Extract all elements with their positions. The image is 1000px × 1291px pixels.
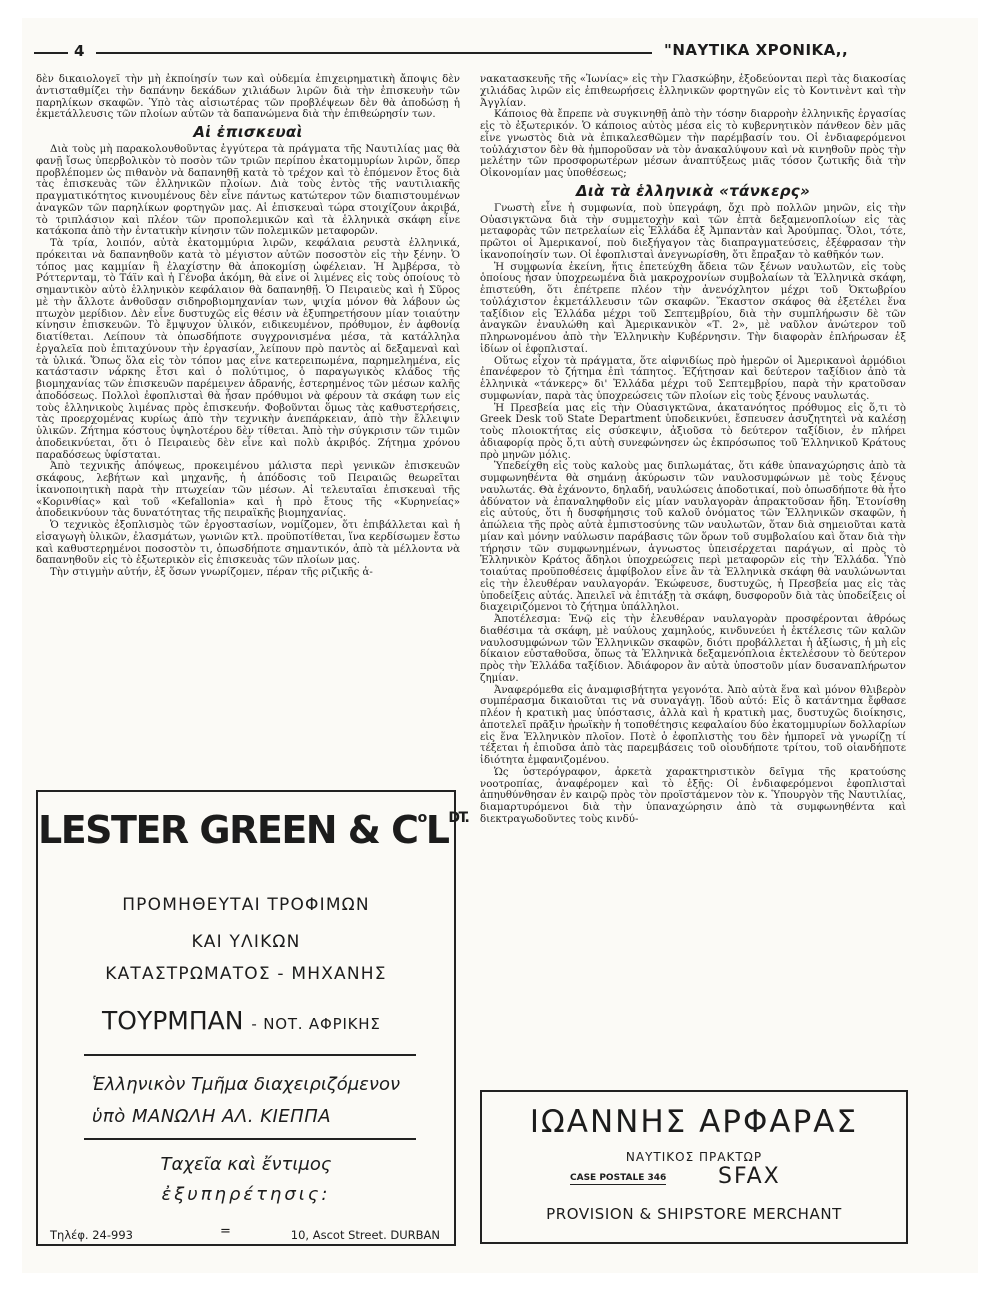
ad-location [102,1006,381,1035]
article-column-left [36,74,460,579]
ad-city: SFAX [718,1164,781,1189]
ad-line: ΚΑΙ ΥΛΙΚΩΝ [191,932,301,952]
article-paragraph: Ἀποτέλεσμα: Ἐνῷ εἰς τὴν ἐλευθέραν ναυλαγορὰν προσφέρονται ἀθρόως διαθέσιμα τὰ σκάφη, μὲ ναύλους χαμηλούς, κινδυνεύει ἡ ἐκτέλεσις τῶν καλῶν ναυλοσυμφώνων τῶν Ἑλληνικῶν σκαφῶν, διότι προβάλλεται ἡ ἀξίωσις, ἡ μὴ εἰς δίκαιον εὐσταθοῦσα, ὅπως τὰ Ἑλληνικὰ δεξαμενόπλοια ἐκτελέσουν τὸ δεύτερον πρὸς τὴν Ἑλλάδα ταξίδιον. Ἀδιάφορον ἂν αὐτὰ ὑποστοῦν μίαν δυσαναπλήρωτον ζημίαν. [480,614,906,684]
advertisement-lester-green [36,790,469,1246]
ad-brand-name: LESTER GREEN & C [38,808,418,852]
section-heading: Αἱ ἐπισκευαὶ [193,123,303,141]
ad-greek-line: Ταχεῖα καὶ ἔντιμος [160,1154,332,1175]
article-paragraph: δὲν δικαιολογεῖ τὴν μὴ ἐκποίησίν των καὶ οὐδεμία ἐπιχειρηματικὴ ἄποψις δὲν ἀντισταθμίζει τὴν δαπάνην δεκάδων χιλιάδων λιρῶν διὰ τὴν ἐπισκευὴν τῶν παρηλίκων σκαφῶν. Ὑπὸ τὰς αἰσιωτέρας τῶν προβλέψεων δὲν θὰ ἀποδώσῃ ἡ ἐκμετάλλευσις τῶν πλοίων αὐτῶν τὰ δαπανώμενα διὰ τὴν ἐπιθεώρησίν των. [36,74,460,121]
article-paragraph: Κάποιος θὰ ἔπρεπε νὰ συγκινηθῇ ἀπὸ τὴν τόσην διαρροὴν ἑλληνικῆς ἐργασίας εἰς τὸ ἐξωτερικόν. Ὁ κάποιος αὐτὸς μέσα εἰς τὸ κυβερνητικὸν πάνθεον δὲν μᾶς εἶνε γνωστὸς διὰ νὰ ἐπικαλεσθῶμεν τὴν παρέμβασίν του. Οἱ ἐνδιαφερόμενοι τοὐλάχιστον δὲν θὰ ἠμποροῦσαν νὰ τὸν ἀνακαλύψουν καὶ νὰ κινηθοῦν πρὸς τὴν μελέτην τῶν προσφορωτέρων μέσων ἀναπτύξεως μιᾶς τόσον ζωτικῆς διὰ τὴν Οἰκονομίαν μας ὑποθέσεως; [480,109,906,179]
section-heading: Διὰ τὰ ἑλληνικὰ «τάνκερς» [575,181,811,200]
article-paragraph: Ἀπὸ τεχνικῆς ἀπόψεως, προκειμένου μάλιστα περὶ γενικῶν ἐπισκευῶν σκάφους, λεβήτων καὶ μηχανῆς, ἡ ἀπόδοσις τοῦ Πειραιῶς θεωρεῖται ἱκανοποιητικὴ παρὰ τὴν πτωχείαν τῶν μέσων. Αἱ τελευταῖαι ἐπισκευαὶ τῆς «Κορινθίας» καὶ τοῦ «Kefallonia» καὶ ἡ πρὸ ἔτους τῆς «Κυρηνείας» ἀποδεικνύουν τὰς δυνατότητας τῆς πειραϊκῆς βιομηχανίας. [36,461,460,520]
ad-line: ΚΑΤΑΣΤΡΩΜΑΤΟΣ - ΜΗΧΑΝΗΣ [105,964,387,984]
ad-brand-sup: o [417,810,426,826]
ad-address: 10, Ascot Street. DURBAN [290,1228,440,1242]
ad-divider [84,1054,416,1056]
article-paragraph: Ἀναφερόμεθα εἰς ἀναμφισβήτητα γεγονότα. Ἀπὸ αὐτὰ ἕνα καὶ μόνον θλιβερὸν συμπέρασμα δικαιοῦται τις νὰ συναγάγῃ. Ἰδοὺ αὐτό: Εἰς ὃ κατάντημα ἔφθασε πλέον ἡ κρατικὴ μας ὑπόστασις, ἀλλὰ καὶ ἡ κρατικὴ μας, δυστυχῶς διοίκησις, ἀποτελεῖ πρᾶξιν ἠρωϊκὴν ἡ τοποθέτησις κεφαλαίου δύο ἑκατομμυρίων δολλαρίων εἰς ἕνα Ἑλληνικὸν πλοῖον. Ποτὲ ὁ ἐφοπλιστὴς του δὲν ἠμπορεῖ νὰ γνωρίζῃ τί τέξεται ἡ ἐπιοῦσα ἀπὸ τὰς παρεμβάσεις τοῦ οἱουδήποτε τρίτου, τοῦ οἱανδήποτε ἰδιότητα ἐμφανιζομένου. [480,684,906,766]
ad-city: ΤΟΥΡΜΠΑΝ [102,1006,244,1035]
ad-separator: = [220,1224,231,1239]
article-paragraph: Γνωστὴ εἶνε ἡ συμφωνία, ποὺ ὑπεγράφη, ὄχι πρὸ πολλῶν μηνῶν, εἰς τὴν Οὐασιγκτῶνα διὰ τὴν συμμετοχὴν καὶ τῶν ἑπτὰ δεξαμενοπλοίων εἰς τὰς μεταφορὰς τῶν πετρελαίων εἰς Ἑλλάδα ἐξ Ἀμπαντὰν καὶ Ἀρούμπας. Ὅλοι, τότε, πρῶτοι οἱ Ἀμερικανοί, ποὺ διεξήγαγον τὰς διαπραγματεύσεις, ἐξέφρασαν τὴν ἱκανοποίησίν των. Οἱ ἐφοπλισταὶ ἀνεγνωρίσθη, ὅτι ἔπραξαν τὸ καθῆκόν των. [480,202,906,261]
ad-line: ΠΡΟΜΗΘΕΥΤΑΙ ΤΡΟΦΙΜΩΝ [122,895,370,915]
publication-title: "ΝΑΥΤΙΚΑ ΧΡΟΝΙΚΑ,, [664,41,849,59]
ad-name: ΙΩΑΝΝΗΣ ΑΡΦΑΡΑΣ [529,1104,859,1140]
article-paragraph: Τὰ τρία, λοιπόν, αὐτὰ ἑκατομμύρια λιρῶν, κεφάλαια ρευστὰ ἑλληνικά, πρόκειται νὰ δαπανηθοῦν κατὰ τὸ μέγιστον αὐτῶν ποσοστὸν εἰς τὴν ξένην. Ὁ τόπος μας καμμίαν ἢ ἐλαχίστην θὰ ἀποκομίσῃ ὠφέλειαν. Ἡ Ἀμβέρσα, τὸ Ρόττερνταμ, τὸ Τάϊν καὶ ἡ Γένοβα ἀκόμη, θὰ εἶνε οἱ λιμένες εἰς τοὺς ὁποίους τὸ σημαντικὸν αὐτὸ ἑλληνικὸν κεφάλαιον θὰ δαπανηθῇ. Ὁ Πειραιεὺς καὶ ἡ Σῦρος μὲ τὴν ἄλλοτε ἀνθοῦσαν σιδηροβιομηχανίαν των, ψιχία μόνον θὰ λάβουν ὡς πτωχὸν μερίδιον. Δὲν εἶνε δυστυχῶς εἰς θέσιν νὰ ἐξυπηρετήσουν μίαν τοιαύτην κίνησιν ἐπισκευῶν. Τὸ ἔμψυχον ὑλικόν, ειδικευμένον, πρόθυμον, ἐν ἀφθονίᾳ διατίθεται. Λείπουν τὰ ὁπωσδήποτε συγχρονισμένα μέσα, τὰ κατάλληλα ἐργαλεῖα ποὺ ἐπιταχύνουν τὴν ἐργασίαν, λείπουν πρὸ παντὸς αἱ δεξαμεναὶ καὶ τὰ ὑλικά. Ὅπως ὅλα εἰς τὸν τόπον μας εἶνε κατερειπωμένα, παρημελημένα, εἰς κατάστασιν νάρκης ἔτσι καὶ ὁ πολύτιμος, ὁ παραγωγικὸς κλάδος τῆς βιομηχανίας τῶν ἐπισκευῶν παρέμεινεν ἀδρανής, ἐστερημένος τῶν μέσων καλῆς ἀποδόσεως. Πολλοὶ ἐφοπλισταὶ θὰ ἦσαν πρόθυμοι νὰ φέρουν τὰ σκάφη των εἰς τοὺς ἑλληνικοὺς λιμένας πρὸς ἐπισκευήν. Φοβοῦνται ὅμως τὰς καθυστερήσεις, τὰς προερχομένας κυρίως ἀπὸ τὴν τεχνικὴν ἀνεπάρκειαν, ἀπὸ τὴν ἔλλειψιν ὑλικῶν. Ζήτημα κόστους ὑψηλοτέρου δὲν τίθεται. Ἀπὸ τὴν σύγκρισιν τῶν τιμῶν ἀποδεικνύεται, ὅτι ὁ Πειραιεὺς δὲν εἶνε καὶ πολὺ ἀκριβός. Ζήτημα χρόνου παραδόσεως ὑφίσταται. [36,238,460,461]
article-paragraph: Ἡ συμφωνία ἐκείνη, ἥτις ἐπετεύχθη ἄδεια τῶν ξένων ναυλωτῶν, εἰς τοὺς ὁποίους ἦσαν ὑποχρεωμένα διὰ μακροχρονίων συμβολαίων τὰ Ἑλληνικὰ σκάφη, ἐπιστεύθη, ὅτι ἐπέτρεπε πλέον τὴν ἀνενόχλητον μέχρι τοῦ Ὀκτωβρίου τοὐλάχιστον ἐκμετάλλευσιν τῶν σκαφῶν. Ἕκαστον σκάφος θὰ ἐξετέλει ἕνα ταξίδιον εἰς Ἑλλάδα μέχρι τοῦ Σεπτεμβρίου, διὰ τὴν συμπλήρωσιν δὲ τῶν ἀναγκῶν ἐναυλώθη καὶ Ἀμερικανικὸν «Τ. 2», μὲ ναῦλον ἀνώτερον τοῦ πληρωνομένου ἀπὸ τὴν Ἑλληνικὴν Κυβέρνησιν. Τὴν διαφορὰν ἐπλήρωσαν ἐξ ἰδίων οἱ ἐφοπλισταί. [480,261,906,355]
article-column-right [480,74,906,826]
ad-greek-line: ὑπὸ ΜΑΝΩΛΗ ΑΛ. ΚΙΕΠΠΑ [92,1106,332,1127]
ad-brand-tail-sup: DT. [448,810,469,826]
article-paragraph: Διὰ τοὺς μὴ παρακολουθοῦντας ἐγγύτερα τὰ πράγματα τῆς Ναυτιλίας μας θὰ φανῇ ἴσως ὑπερβολικὸν τὸ ποσὸν τῶν τριῶν περίπου ἑκατομμυρίων λιρῶν, ὅπερ προβλέπομεν ὡς πιθανὸν νὰ δαπανηθῇ κατὰ τὸ τρέχον καὶ τὸ ἑπόμενον ἔτος διὰ τὰς ἐπισκευὰς τῶν ἑλληνικῶν πλοίων. Διὰ τοὺς ἐντὸς τῆς ναυτιλιακῆς πραγματικότητος κινουμένους δὲν εἶνε πάντως κατώτερον τῶν διαπιστουμένων ἀναγκῶν τῶν παρηλίκων φορτηγῶν μας. Αἱ ἐπισκευαὶ τώρα στοιχίζουν ἀκριβά, τὸ τριπλάσιον καὶ πλέον τῶν προπολεμικῶν καὶ τὰ ἑλληνικὰ σκάφη εἶνε κατάκοπα ἀπὸ τὴν ἐντατικὴν κίνησιν τῶν πολεμικῶν μεταφορῶν. [36,144,460,238]
article-paragraph: Οὕτως εἶχον τὰ πράγματα, ὅτε αἰφνιδίως πρὸ ἡμερῶν οἱ Ἀμερικανοὶ ἁρμόδιοι ἐπανέφερον τὸ ζήτημα ἐπὶ τάπητος. Ἐζήτησαν καὶ δεύτερον ταξίδιον ἀπὸ τὰ ἑλληνικὰ «τάνκερς» δι' Ἑλλάδα μέχρι τοῦ Σεπτεμβρίου, παρὰ τὴν κρατοῦσαν συμφωνίαν, παρὰ τὰς ὑποχρεώσεις τῶν πλοίων εἰς τοὺς ξένους ναυλωτάς. [480,355,906,402]
advertisement-arfaras [480,1090,908,1244]
ad-brand-tail: L [425,808,449,852]
header-rule-middle [96,52,652,54]
article-paragraph: Τὴν στιγμὴν αὐτήν, ἐξ ὅσων γνωρίζομεν, πέραν τῆς ριζικῆς ἀ- [50,567,373,578]
header-rule-left [34,52,68,54]
ad-country: - ΝΟΤ. ΑΦΡΙΚΗΣ [251,1015,381,1033]
ad-role: ΝΑΥΤΙΚΟΣ ΠΡΑΚΤΩΡ [625,1150,763,1164]
page-number: 4 [74,42,85,60]
article-paragraph: Ὁ τεχνικὸς ἐξοπλισμὸς τῶν ἐργοστασίων, νομίζομεν, ὅτι ἐπιβάλλεται καὶ ἡ εἰσαγωγὴ ὑλικῶν, ἐλασμάτων, γωνιῶν κτλ. προϋποτίθεται, ἵνα κερδίσωμεν ἔστω καὶ καθυστερημένοι ποσοστὸν τι, ὁπωσδήποτε σημαντικόν, ἀπὸ τὰ μέλλοντα νὰ δαπανηθοῦν εἰς τὸ ἐξωτερικὸν εἰς ἐπισκευὰς τῶν πλοίων μας. [36,520,460,567]
ad-case-postale: CASE POSTALE 346 [570,1173,667,1183]
ad-phone: Τηλέφ. 24-993 [50,1228,133,1242]
ad-greek-line: ἐξυπηρέτησις: [161,1184,331,1205]
article-paragraph: Ὑπεδείχθη εἰς τοὺς καλοὺς μας διπλωμάτας, ὅτι κάθε ὑπαναχώρησις ἀπὸ τὰ συμφωνηθέντα θὰ σημάνῃ ἀκύρωσιν τῶν ναυλοσυμφώνων μὲ τοὺς ξένους ναυλωτάς. Θὰ ἐχάνοντο, δηλαδή, ναυλώσεις ἀποδοτικαί, ποὺ ὁπωσδήποτε θὰ ἦτο ἀδύνατον νὰ ἐπαναληφθοῦν εἰς μίαν ναυλαγορὰν ἀπρακτοῦσαν ἤδη. Ἐτονίσθη εἰς αὐτούς, ὅτι ἡ δυσφήμησις τοῦ καλοῦ ὀνόματος τῶν Ἑλληνικῶν σκαφῶν, ἡ ἀπώλεια τῆς πρὸς αὐτὰ ἐμπιστοσύνης τῶν ναυλωτῶν, ὅταν διὰ σημειοῦται κατὰ μίαν καὶ μόνην ναύλωσιν παράβασις τῶν ὅρων τοῦ συμβολαίου καὶ ὅταν διὰ τὴν τήρησιν τῶν συμφωνημένων, ἀγνωστος ὑπεισέρχεται παράγων, αἱ πρὸς τὸ Ἑλληνικὸν Κράτος ἄδηλοι ὑποχρεώσεις περὶ μεταφορῶν εἰς τὴν Ἑλλάδα. Ὑπὸ τοιαύτας προϋποθέσεις ἀμφίβολον εἶνε ἂν τὰ Ἑλληνικὰ σκάφη θὰ ναυλώνωνται εἰς τὴν ἐλευθέραν ναυλαγοράν. Ἐκώφευσε, δυστυχῶς, ἡ Πρεσβεία μας εἰς τὰς ὑποδείξεις αὐτάς. Ἀπειλεῖ νὰ ἐπιτάξῃ τὰ σκάφη, δυσφοροῦν διὰ τὰς ὑποδείξεις οἱ διαχειριζόμενοι τὸ ζήτημα ὑπάλληλοι. [480,461,906,614]
ad-divider [84,1138,416,1140]
article-paragraph: Ὡς ὑστερόγραφον, ἀρκετὰ χαρακτηριστικὸν δεῖγμα τῆς κρατούσης νοοτροπίας, ἀναφέρομεν καὶ τὸ ἑξῆς: Οἱ ἐνδιαφερόμενοι ἐφοπλισταὶ ἀπηυθύνθησαν ἐν καιρῷ πρὸς τὸν προϊστάμενον τὸν κ. Ὑπουργὸν τῆς Ναυτιλίας, διαμαρτυρόμενοι διὰ τὴν ὑπαναχώρησιν ἀπὸ τὰ συμφωνηθέντα καὶ διεκτραγωδοῦντες τοὺς κινδύ- [480,766,906,825]
ad-brand [38,808,469,852]
article-paragraph: Ἡ Πρεσβεία μας εἰς τὴν Οὐασιγκτῶνα, ἀκατανόητος πρόθυμος εἰς ὅ,τι τὸ Greek Desk τοῦ State Department ὑποδεικνύει, ἔσπευσεν ἀσυζητητεὶ νὰ καλέσῃ τοὺς πλοιοκτήτας εἰς σύσκεψιν, ἀξιοῦσα τὸ δεύτερον ταξίδιον, ἐν πλήρει ἀδιαφορίᾳ πρὸς ὅ,τι αὐτὴ συνεφώνησεν ὡς ἐκπρόσωπος τοῦ Ἑλληνικοῦ Κράτους πρὸ μηνῶν μόλις. [480,402,906,461]
ad-greek-line: Ἑλληνικὸν Τμῆμα διαχειριζόμενον [92,1074,401,1095]
ad-tagline: PROVISION & SHIPSTORE MERCHANT [546,1205,842,1223]
article-paragraph: νακατασκευῆς τῆς «Ἰωνίας» εἰς τὴν Γλασκώβην, ἐξοδεύονται περὶ τὰς διακοσίας χιλιάδας λιρῶν εἰς ἐπιθεωρήσεις ἑλληνικῶν φορτηγῶν εἰς τὸ Κοντινὲντ καὶ τὴν Ἀγγλίαν. [480,74,906,109]
